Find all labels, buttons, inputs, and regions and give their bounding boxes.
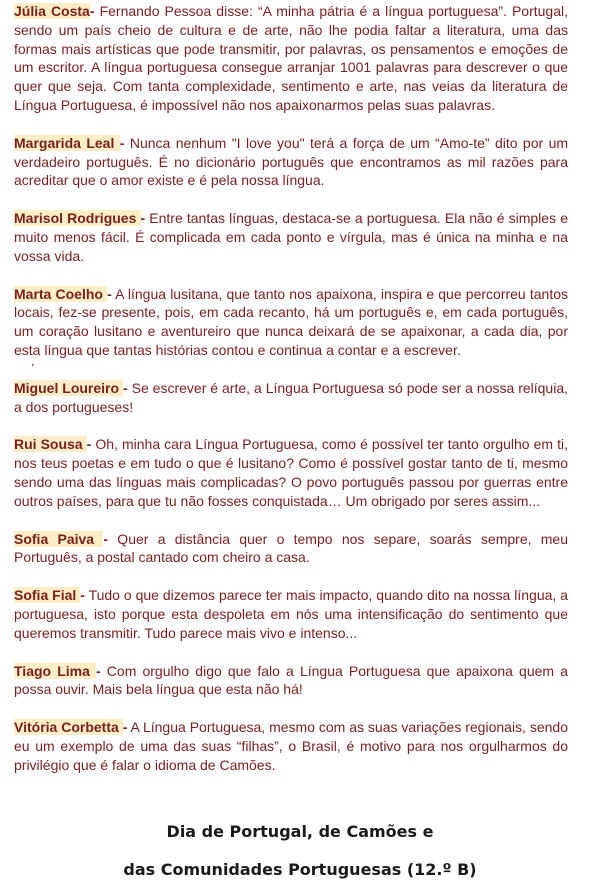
- entry: [14, 530, 568, 568]
- entry-text: Quer a distância quer o tempo nos separe, soarás sempre, meu Português, a postal cantado com cheiro a casa.: [14, 530, 568, 566]
- footer-title-line2: das Comunidades Portuguesas (12.º B): [123, 860, 477, 879]
- entry: [14, 134, 568, 190]
- author-name: Margarida Leal: [14, 134, 120, 151]
- author-name: Rui Sousa: [14, 436, 87, 453]
- entry: [14, 718, 568, 774]
- author-name: Sofia Fial: [14, 587, 81, 604]
- entry-text: Se escrever é arte, a Língua Portuguesa só pode ser a nossa relíquia, a dos portugueses!: [14, 379, 569, 415]
- entry: [14, 285, 568, 360]
- name-separator: -: [140, 210, 146, 227]
- entry-text: Fernando Pessoa disse: “A minha pátria é a língua portuguesa”. Portugal, sendo um país cheio de cultura e de arte, não lhe podia faltar a literatura, uma das formas mais artísticas que pode transmitir, por palavras, os pensamentos e emoções de um escritor. A língua portuguesa consegue arranjar 1001 palavras para descrever o que quer que seja. Com tanta complexidade, sentimento e arte, nas veias da literatura de Língua Portuguesa, é impossível não nos apaixonarmos pelas suas palavras.: [14, 3, 568, 113]
- entry: [14, 586, 568, 642]
- entry-text: A Língua Portuguesa, mesmo com as suas variações regionais, sendo eu um exemplo de uma das suas “filhas”, o Brasil, é motivo para nos orgulharmos do privilégio que é falar o idioma de Camões.: [14, 719, 568, 773]
- entry: [14, 209, 568, 265]
- name-separator: -: [80, 587, 85, 604]
- name-separator: -: [86, 436, 92, 453]
- entry: [14, 662, 568, 700]
- entry-text: Entre tantas línguas, destaca-se a portuguesa. Ela não é simples e muito menos fácil. É complicada em cada ponto e vírgula, mas é única na minha e na vossa vida.: [14, 210, 568, 264]
- entry-text: A língua lusitana, que tanto nos apaixona, inspira e que percorreu tantos locais, fez-se presente, pois, em cada recanto, há um português e, em cada português, um coração lusitano e aventureiro que nunca deixará de se apaixonar, a cada dia, por esta língua que tantas histórias contou e continua a contar e a escrever.: [14, 285, 568, 358]
- name-separator: -: [107, 285, 112, 302]
- stray-comma: ,: [31, 354, 35, 368]
- entry: [14, 435, 568, 510]
- author-name: Marisol Rodrigues: [14, 210, 141, 227]
- entry-text: Nunca nenhum "I love you" terá a força de um “Amo-te” dito por um verdadeiro português. É no dicionário português que encontramos as mil razões para acreditar que o amor existe e é pela nossa língua.: [14, 134, 569, 189]
- testimonials-list: [14, 2, 568, 794]
- name-separator: -: [123, 379, 128, 396]
- author-name: Miguel Loureiro: [14, 379, 123, 396]
- entry-text: Oh, minha cara Língua Portuguesa, como é possível ter tanto orgulho em ti, nos teus poetas e em tudo o que é lusitano? Como é possível gostar tanto de ti, mesmo sendo uma das línguas mais complicadas? O povo português passou por guerras entre outros países, para que tu não fosses conquistada… Um obrigado por seres assim...: [14, 436, 568, 509]
- name-separator: -: [89, 3, 95, 19]
- name-separator: -: [96, 662, 101, 679]
- author-name: Vitória Corbetta: [14, 719, 123, 736]
- name-separator: -: [122, 719, 128, 736]
- author-name: Tiago Lima: [14, 662, 96, 679]
- name-separator: -: [119, 134, 125, 151]
- entry-text: Tudo o que dizemos parece ter mais impacto, quando dito na nossa língua, a portuguesa, isto porque esta despoleta em nós uma intensificação do sentimento que queremos transmitir. Tudo parece mais vivo e intenso...: [14, 587, 568, 641]
- author-name: Sofia Paiva: [14, 530, 104, 547]
- author-name: Marta Coelho: [14, 285, 108, 302]
- entry: [14, 379, 568, 417]
- name-separator: -: [103, 530, 109, 547]
- entry-text: Com orgulho digo que falo a Língua Portuguesa que apaixona quem a possa ouvir. Mais bela língua que esta não há!: [14, 662, 568, 698]
- entry: [14, 2, 568, 115]
- author-name: Júlia Costa: [14, 3, 90, 19]
- footer-title-line1: Dia de Portugal, de Camões e: [166, 822, 434, 841]
